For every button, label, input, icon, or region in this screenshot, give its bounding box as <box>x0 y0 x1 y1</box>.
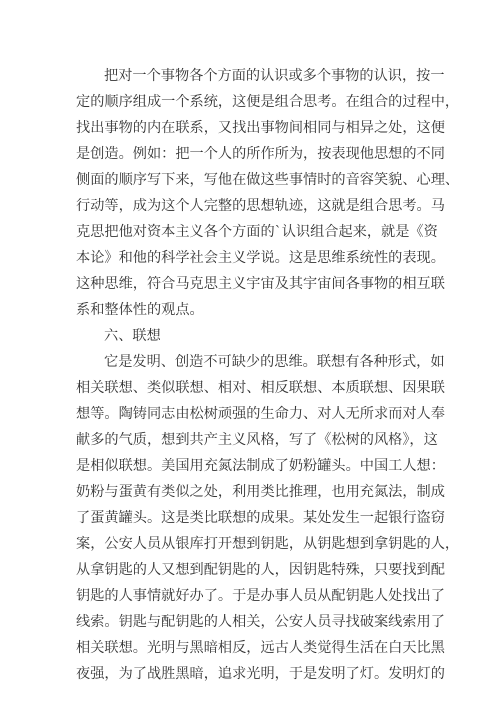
paragraph-line: 这种思维，符合马克思主义宇宙及其宇宙间各事物的相互联 <box>76 276 445 292</box>
paragraph-line: 是创造。例如：把一个人的所作所为，按表现他思想的不同 <box>76 146 445 162</box>
paragraph-line: 是相似联想。美国用充氮法制成了奶粉罐头。中国工人想： <box>76 458 445 474</box>
paragraph-line: 本论》和他的科学社会主义学说。这是思维系统性的表现。 <box>76 250 445 266</box>
paragraph-line: 把对一个事物各个方面的认识或多个事物的认识，按一 <box>104 68 445 84</box>
paragraph-line: 侧面的顺序写下来，写他在做这些事情时的音容笑貌、心理、 <box>76 172 460 188</box>
paragraph-line: 克思把他对资本主义各个方面的`认识组合起来，就是《资 <box>76 224 438 240</box>
paragraph-line: 定的顺序组成一个系统，这便是组合思考。在组合的过程中， <box>76 94 460 110</box>
paragraph-line: 找出事物的内在联系，又找出事物间相同与相异之处，这便 <box>76 120 445 136</box>
paragraph-line: 它是发明、创造不可缺少的思维。联想有各种形式，如 <box>104 354 445 370</box>
paragraph-line: 了蛋黄罐头。这是类比联想的成果。某处发生一起银行盗窃 <box>76 510 445 526</box>
paragraph-line: 相关联想。光明与黑暗相反，远古人类觉得生活在白天比黑 <box>76 640 445 656</box>
paragraph-line: 奶粉与蛋黄有类似之处，利用类比推理，也用充氮法，制成 <box>76 484 445 500</box>
paragraph-line: 献多的气质，想到共产主义风格，写了《松树的风格》，这 <box>76 432 438 448</box>
paragraph-line: 行动等，成为这个人完整的思想轨迹，这就是组合思考。马 <box>76 198 445 214</box>
paragraph-line: 相关联想、类似联想、相对、相反联想、本质联想、因果联 <box>76 380 445 396</box>
section-heading: 六、联想 <box>104 328 161 344</box>
paragraph-line: 钥匙的人事情就好办了。于是办事人员从配钥匙人处找出了 <box>76 588 445 604</box>
paragraph-line: 夜强，为了战胜黑暗，追求光明，于是发明了灯。发明灯的 <box>76 666 445 682</box>
paragraph-line: 案，公安人员从银库打开想到钥匙，从钥匙想到拿钥匙的人， <box>76 536 460 552</box>
paragraph-line: 线索。钥匙与配钥匙的人相关，公安人员寻找破案线索用了 <box>76 614 445 630</box>
paragraph-line: 系和整体性的观点。 <box>76 302 204 318</box>
paragraph-line: 从拿钥匙的人又想到配钥匙的人，因钥匙特殊，只要找到配 <box>76 562 445 578</box>
paragraph-line: 想等。陶铸同志由松树顽强的生命力、对人无所求而对人奉 <box>76 406 445 422</box>
